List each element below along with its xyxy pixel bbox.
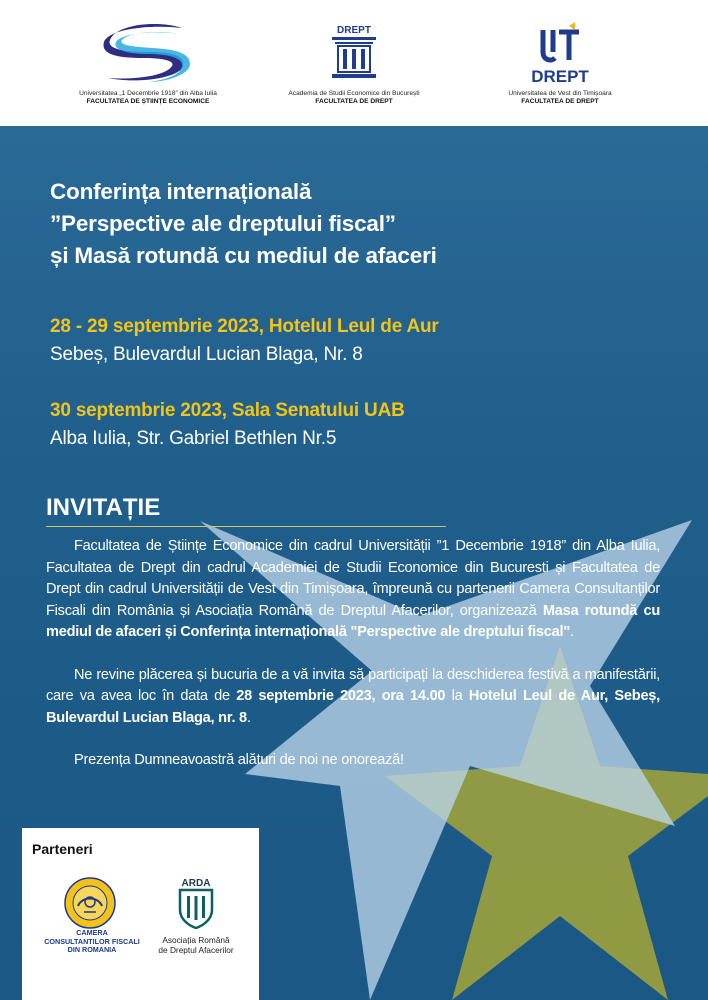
- uab-faculty: FACULTATEA DE ȘTIINȚE ECONOMICE: [86, 98, 210, 105]
- paragraph-3: Prezența Dumneavoastră alături de noi ne onorează!: [74, 752, 404, 768]
- event-1-date: 28 - 29 septembrie 2023, Hotelul Leul de Aur: [50, 316, 439, 337]
- header-logos: [0, 0, 708, 126]
- ase-name: Academia de Studii Economice din București: [288, 90, 420, 97]
- ase-drept-mark: DREPT: [337, 25, 371, 36]
- ccf-line-2: CONSULTANTILOR FISCALI: [44, 936, 140, 946]
- event-2-place: Alba Iulia, Str. Gabriel Bethlen Nr.5: [50, 428, 337, 449]
- p2-end: .: [246, 709, 251, 726]
- title-line-2: ”Perspective ale dreptului fiscal”: [50, 211, 396, 236]
- p2-bold-date: 28 septembrie 2023, ora 14.00: [236, 688, 446, 704]
- partners-title: Parteneri: [32, 841, 93, 857]
- uvt-drept-logo: [525, 22, 595, 86]
- arda-line-1: Asociația Română: [162, 935, 230, 945]
- arda-mark: ARDA: [181, 878, 211, 889]
- p1-bold-events: Masa rotundă cu mediul de afaceri și Conferința internațională "Perspective ale dreptului fiscal": [46, 602, 660, 640]
- p1-end: .: [570, 624, 574, 640]
- uvt-logo-block: [460, 18, 660, 106]
- event-2-date: 30 septembrie 2023, Sala Senatului UAB: [50, 400, 405, 421]
- arda-shield-logo: [172, 876, 220, 930]
- ccf-line-3: DIN ROMANIA: [67, 945, 117, 954]
- uab-name: Universitatea „1 Decembrie 1918” din Alba Iulia: [79, 90, 217, 97]
- uab-logo-block: [48, 18, 248, 106]
- ccf-name: [32, 929, 152, 955]
- ccf-seal-logo: [60, 876, 120, 930]
- uvt-name: Universitatea de Vest din Timișoara: [508, 90, 612, 97]
- uvt-drept-mark: DREPT: [531, 67, 589, 86]
- ase-drept-pillar-logo: [324, 22, 384, 86]
- ase-faculty: FACULTATEA DE DREPT: [315, 98, 393, 105]
- uab-swoosh-logo: [98, 22, 198, 86]
- p2-bold-venue: Hotelul Leul de Aur, Sebeș, Bulevardul Lucian Blaga, nr. 8: [46, 688, 660, 726]
- title-line-1: Conferința internațională: [50, 179, 312, 204]
- ase-logo-block: [254, 18, 454, 106]
- arda-line-2: de Dreptul Afacerilor: [158, 945, 234, 955]
- uvt-faculty: FACULTATEA DE DREPT: [521, 98, 599, 105]
- arda-name: [146, 935, 246, 955]
- paragraph-1: [46, 536, 660, 644]
- p1-text: Facultatea de Științe Economice din cadrul Universității ”1 Decembrie 1918” din Alba Iulia, Facultatea de Drept din cadrul Academiei de Studii Economice din Bucuresti și Facultatea de Drept din cadrul Universității de Vest din Timișoara, împreună cu partenerii Camera Consultanților Fiscali din România și Asociația Română de Dreptul Afacerilor, organizează: [46, 538, 660, 619]
- invitation-heading: INVITAȚIE: [46, 494, 161, 521]
- page-title: [50, 176, 437, 272]
- paragraph-2: [46, 665, 660, 730]
- invitation-body: [46, 536, 660, 772]
- p2-text: Ne revine plăcerea și bucuria de a vă invita să participați la deschiderea festivă a manifestării, care va avea loc în data de: [46, 666, 660, 704]
- p2-connector: la: [445, 688, 469, 704]
- heading-divider: [46, 526, 446, 527]
- title-line-3: și Masă rotundă cu mediul de afaceri: [50, 243, 437, 268]
- ccf-line-1: CAMERA: [76, 928, 108, 937]
- partners-box: [22, 828, 259, 1000]
- event-1-place: Sebeș, Bulevardul Lucian Blaga, Nr. 8: [50, 344, 363, 365]
